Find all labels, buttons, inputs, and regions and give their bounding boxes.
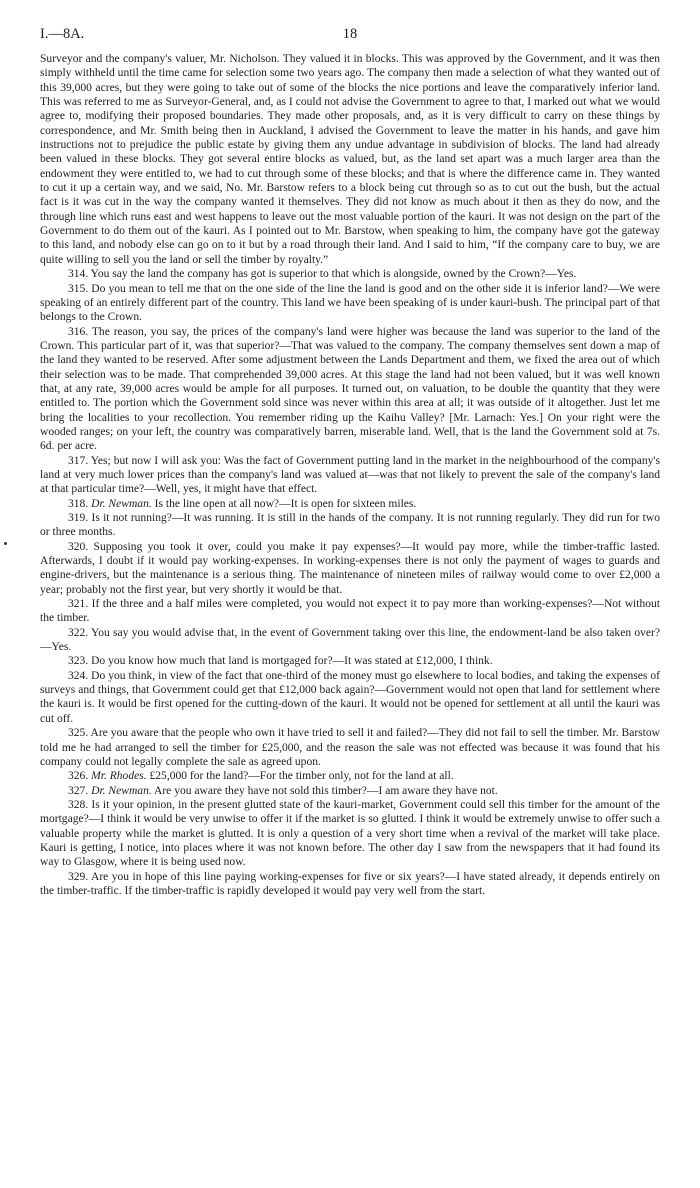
paragraph-329: 329. Are you in hope of this line paying working-expenses for five or six years?—I have stated already, it depends entirely on the timber-traffic. If the timber-traffic is rapidly developed it would pay very well from the start. [40,870,660,897]
paragraph-323: 323. Do you know how much that land is mortgaged for?—It was stated at £12,000, I think. [68,655,493,668]
document-body [40,52,660,898]
margin-mark [4,542,7,545]
paragraph-326 [40,769,660,783]
paragraph-320: 320. Supposing you took it over, could you make it pay expenses?—It would pay more, while the timber-traffic lasted. Afterwards, I doubt if it would pay working-expenses. In working-expenses there is not only the payment of wages to guards and engine-drivers, but the maintenance is a serious thing. The maintenance of nineteen miles of railway would come to over £2,000 a year; probably not the first year, but very shortly it would be that. [40,540,660,596]
paragraph-continuation: Surveyor and the company's valuer, Mr. Nicholson. They valued it in blocks. This was approved by the Government, and it was then simply withheld until the time came for selection some two years ago. The company then made a selection of what they wanted out of this 39,000 acres, but they were going to take out of some of the blocks the nice portions and leave the comparatively inferior land. This was referred to me as Surveyor-General, and, as I could not advise the Government to agree to that, I marked out what we would agree to, modifying their proposed boundaries. They made other proposals, and, as it is very difficult to carry on these things by correspondence, and Mr. Smith being then in Auckland, I advised the Government to leave the matter in his hands, and gave him instructions not to prejudice the public estate by giving them any undue advantage in subdivision of blocks. The land had already been valued in these blocks. They got several entire blocks as valued, but, as the land set apart was a much larger area than the endowment they were entitled to, we had to cut through some of these blocks; and that is where the difference came in. They wanted to cut it up a certain way, and we said, No. Mr. Barstow refers to a block being cut through so as to cut out the bush, but the actual fact is it was cut in the way the company wanted it themselves. They did not know as much about it then as they do now, and the through line which runs east and west happens to leave out the most valuable portion of the kauri. It was not design on the part of the Government to do them out of the kauri. As I pointed out to Mr. Barstow, when speaking to him, the company have got the gateway to this land, and nobody else can go on to it but by a road through their land. And I said to him, “If the company care to buy, we are quite willing to sell you the land or sell the timber by royalty.” [40,53,660,266]
question-number: 318. [68,497,89,510]
paragraph-328: 328. Is it your opinion, in the present glutted state of the kauri-market, Government could sell this timber for the amount of the mortgage?—I think it would be very unwise to offer it if the market is so glutted. I think it would be extremely unwise to offer such a valuable property while the market is glutted. It is only a question of a very short time when a revival of the market will take place. Kauri is getting, I notice, into places where it was not known before. The other day I saw from the newspapers that it had found its way to Glasgow, where it is being used now. [40,798,660,869]
paragraph-322: 322. You say you would advise that, in the event of Government taking over this line, the endowment-land be also taken over?—Yes. [40,626,660,654]
question-number: 327. [68,784,89,797]
paragraph-315: 315. Do you mean to tell me that on the one side of the line the land is good and on the other side it is inferior land?—We were speaking of an entirely different part of the country. This land we have been speaking of is under kauri-bush. The principal part of that belongs to the Crown. [40,282,660,324]
paragraph-text: Are you aware they have not sold this timber?—I am aware they have not. [151,784,498,797]
paragraph-text: Is the line open at all now?—It is open for sixteen miles. [151,497,417,510]
paragraph-321: 321. If the three and a half miles were completed, you would not expect it to pay more than working-expenses?—Not without the timber. [40,598,660,625]
speaker-name: Mr. Rhodes. [91,770,147,783]
paragraph-314: 314. You say the land the company has got is superior to that which is alongside, owned by the Crown?—Yes. [68,268,577,281]
paragraph-319: 319. Is it not running?—It was running. It is still in the hands of the company. It is not running regularly. They did run for two or three months. [40,512,660,539]
speaker-name: Dr. Newman. [91,497,152,510]
question-number: 326. [68,770,89,783]
paragraph-324: 324. Do you think, in view of the fact that one-third of the money must go elsewhere to local bodies, and taking the expenses of surveys and things, that Government could get that £12,000 back again?—Government would not open that land for settlement where the kauri is. It would be first opened for the cutting-down of the kauri. It would not be opened for settlement at all until the kauri was cut off. [40,669,660,725]
page-header [40,26,660,44]
speaker-name: Dr. Newman. [91,784,152,797]
paragraph-327 [40,784,660,798]
paragraph-325: 325. Are you aware that the people who own it have tried to sell it and failed?—They did not fail to sell the timber. Mr. Barstow told me he had arranged to sell the timber for £25,000, and the reason the sale was not effected was because it was found that his company could not legally complete the sale as agreed upon. [40,727,660,768]
paragraph-317: 317. Yes; but now I will ask you: Was the fact of Government putting land in the market in the neighbourhood of the company's land at very much lower prices than the company's land was valued at—was that not likely to prevent the sale of the company's land at that particular time?—Well, yes, it might have that effect. [40,454,660,496]
paragraph-316: 316. The reason, you say, the prices of the company's land were higher was because the land was superior to the land of the Crown. This particular part of it, was that superior?—That was valued to the company. The company themselves sent down a map of the land they wanted to be reserved. After some adjustment between the Lands Department and them, we fixed the area out of which their selection was to be made. That comprehended 39,000 acres. At this stage the land had not been valued, but it was well known that, at any rate, 39,000 acres would be ample for all purposes. It turned out, on valuation, to be double the quantity that they were entitled to. The portion which the Government sold since was never within this area at all; it was outside of it altogether. Just let me bring the localities to your recollection. You remember riding up the Kaihu Valley? [Mr. Larnach: Yes.] On your right were the wooded ranges; on your left, the country was comparatively barren, miserable land. Well, that is the land the Government sold at 7s. 6d. per acre. [40,325,660,453]
document-reference: I.—8A. [40,26,85,42]
paragraph-text: £25,000 for the land?—For the timber only, not for the land at all. [146,770,454,783]
paragraph-318 [40,497,660,511]
page-number: 18 [342,26,358,42]
